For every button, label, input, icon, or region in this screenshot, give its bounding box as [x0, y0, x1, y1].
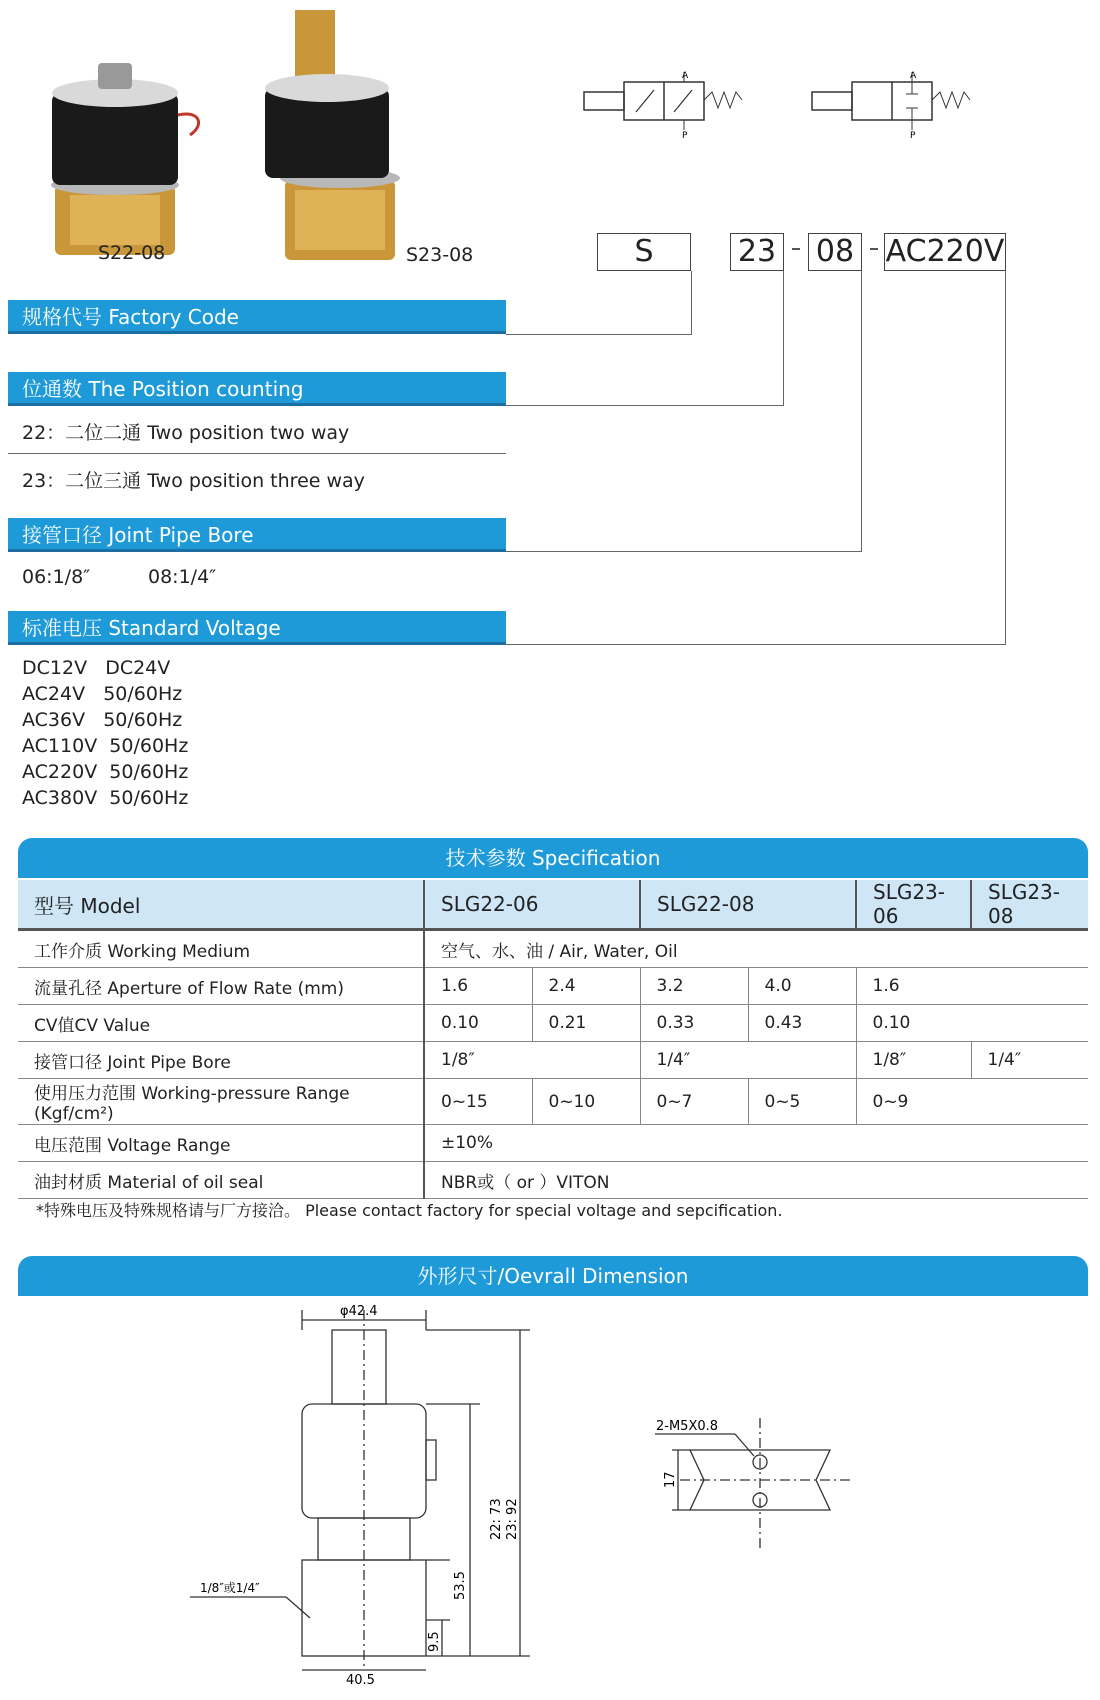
table-row	[18, 1162, 1088, 1199]
cell: 0~5	[748, 1079, 856, 1125]
cell: 1/4″	[640, 1042, 856, 1079]
connector-line	[506, 405, 784, 406]
connector-line	[1005, 271, 1006, 645]
cell: NBR或（ or ）VITON	[424, 1162, 1088, 1199]
table-row	[18, 930, 1088, 968]
row-label: CV值CV Value	[18, 1005, 424, 1042]
symbol-label-p: P	[910, 131, 916, 141]
row-label: 油封材质 Material of oil seal	[18, 1162, 424, 1199]
cell: 2.4	[532, 968, 640, 1005]
bore-item: 08:1/4″	[148, 566, 217, 588]
dim-height-23: 23: 92	[505, 1498, 520, 1540]
cell: 1.6	[424, 968, 532, 1005]
cell: ±10%	[424, 1125, 1088, 1162]
cell: 0~15	[424, 1079, 532, 1125]
cell: 空气、水、油 / Air, Water, Oil	[424, 930, 1088, 968]
dim-port: 1/8″或1/4″	[200, 1581, 260, 1595]
table-row	[18, 1042, 1088, 1079]
code-box-bore: 08	[808, 233, 862, 271]
code-box-voltage: AC220V	[885, 234, 1005, 269]
position-item: 22：二位二通 Two position two way	[22, 422, 350, 444]
head-model-3: SLG23-06	[856, 880, 971, 930]
spec-note: *特殊电压及特殊规格请与厂方接洽。 Please contact factory for special voltage and sepcification.	[36, 1201, 783, 1220]
connector-line	[783, 271, 784, 406]
symbol-label-a: A	[910, 71, 917, 81]
connector-line	[506, 551, 862, 552]
row-label: 流量孔径 Aperture of Flow Rate (mm)	[18, 968, 424, 1005]
voltage-item: AC220V 50/60Hz	[22, 761, 189, 783]
table-row	[18, 1079, 1088, 1125]
voltage-item: AC380V 50/60Hz	[22, 787, 189, 809]
cell: 0~9	[856, 1079, 1088, 1125]
position-item: 23：二位三通 Two position three way	[22, 470, 365, 492]
row-label: 工作介质 Working Medium	[18, 930, 424, 968]
section-bore: 接管口径 Joint Pipe Bore	[8, 518, 506, 552]
cell: 1/8″	[856, 1042, 971, 1079]
dim-diameter: φ42.4	[340, 1304, 378, 1319]
table-row	[18, 880, 1088, 930]
cell: 0~10	[532, 1079, 640, 1125]
code-dash	[792, 248, 800, 250]
connector-line	[691, 271, 692, 335]
spec-header: 技术参数 Specification	[18, 838, 1088, 878]
product-label-s22-08: S22-08	[98, 242, 166, 264]
table-row	[18, 1005, 1088, 1042]
section-position: 位通数 The Position counting	[8, 372, 506, 406]
cell: 0.21	[532, 1005, 640, 1042]
dim-height-low: 9.5	[427, 1631, 442, 1652]
head-model-4: SLG23-08	[971, 880, 1088, 930]
valve-symbol-three-way-icon	[808, 70, 988, 140]
spec-table	[18, 880, 1088, 1199]
dim-base-width: 40.5	[346, 1673, 375, 1688]
cell: 3.2	[640, 968, 748, 1005]
symbol-label-a: A	[682, 71, 689, 81]
product-label-s23-08: S23-08	[406, 244, 474, 266]
symbol-label-p: P	[682, 131, 688, 141]
dim-height-22: 22: 73	[489, 1498, 504, 1540]
cell: 0.43	[748, 1005, 856, 1042]
row-label: 电压范围 Voltage Range	[18, 1125, 424, 1162]
section-factory-code: 规格代号 Factory Code	[8, 300, 506, 334]
row-label: 接管口径 Joint Pipe Bore	[18, 1042, 424, 1079]
cell: 1/4″	[971, 1042, 1088, 1079]
bore-item: 06:1/8″	[22, 566, 91, 588]
table-row	[18, 968, 1088, 1005]
cell: 4.0	[748, 968, 856, 1005]
dim-thread: 2-M5X0.8	[656, 1419, 719, 1434]
dim-height-mid: 53.5	[453, 1571, 468, 1600]
valve-symbol-two-way-icon	[580, 70, 760, 140]
code-box-series: S	[597, 233, 691, 271]
dim-width-17: 17	[663, 1471, 678, 1488]
head-model-1: SLG22-06	[424, 880, 640, 930]
dimension-drawing-bottom-icon	[650, 1410, 870, 1570]
divider	[8, 453, 506, 454]
head-model: 型号 Model	[18, 880, 424, 930]
code-dash	[870, 248, 878, 250]
cell: 1.6	[856, 968, 1088, 1005]
dimension-drawing-side-icon	[180, 1300, 560, 1688]
connector-line	[861, 271, 862, 552]
cell: 0.10	[856, 1005, 1088, 1042]
cell: 0.10	[424, 1005, 532, 1042]
section-voltage: 标准电压 Standard Voltage	[8, 611, 506, 645]
voltage-item: AC24V 50/60Hz	[22, 683, 183, 705]
dimension-header: 外形尺寸/Oevrall Dimension	[18, 1256, 1088, 1296]
cell: 0~7	[640, 1079, 748, 1125]
connector-line	[506, 334, 692, 335]
row-label: 使用压力范围 Working-pressure Range (Kgf/cm²)	[18, 1079, 424, 1125]
voltage-item: DC12V DC24V	[22, 657, 171, 679]
product-image-s22-08	[40, 55, 220, 255]
cell: 1/8″	[424, 1042, 640, 1079]
head-model-2: SLG22-08	[640, 880, 856, 930]
connector-line	[506, 644, 1006, 645]
voltage-item: AC36V 50/60Hz	[22, 709, 183, 731]
voltage-item: AC110V 50/60Hz	[22, 735, 189, 757]
cell: 0.33	[640, 1005, 748, 1042]
product-image-s23-08	[255, 10, 415, 260]
table-row	[18, 1125, 1088, 1162]
code-box-position: 23	[730, 233, 784, 271]
